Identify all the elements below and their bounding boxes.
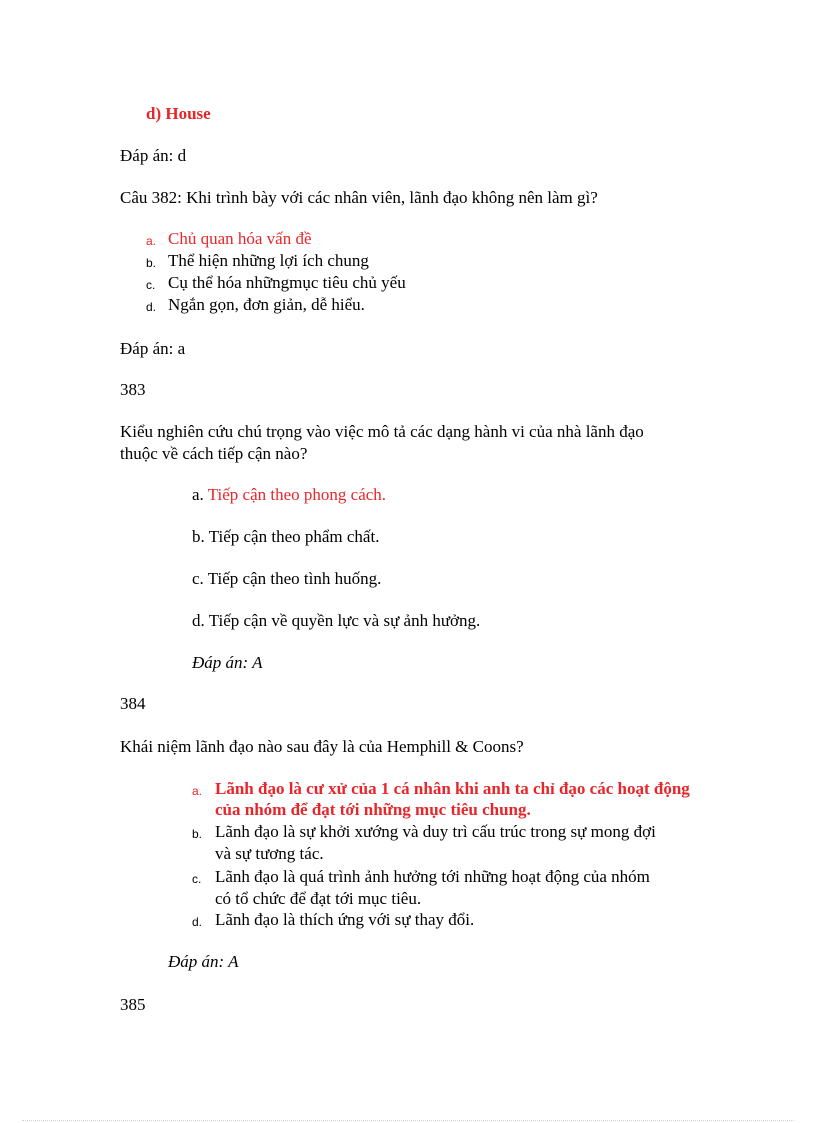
option-marker: b. (192, 827, 203, 841)
question-383-line-1: Kiểu nghiên cứu chú trọng vào việc mô tả các dạng hành vi của nhà lãnh đạo (120, 422, 644, 441)
option-marker: d. (192, 611, 205, 630)
option-a (192, 484, 386, 506)
option-marker: a. (192, 784, 203, 798)
option-d-text: Tiếp cận về quyền lực và sự ảnh hưởng. (208, 611, 481, 630)
question-383-line-2: thuộc về cách tiếp cận nào? (120, 444, 308, 463)
option-c (192, 568, 381, 590)
option-marker: c. (192, 569, 204, 588)
question-384-answer: Đáp án: A (168, 952, 239, 971)
previous-option-d: d) House (146, 104, 211, 123)
question-383-number: 383 (120, 380, 146, 399)
option-marker: a. (192, 485, 204, 504)
option-c-line-2: có tổ chức để đạt tới mục tiêu. (215, 889, 422, 908)
option-marker: d. (146, 300, 157, 314)
option-c-line-1: Lãnh đạo là quá trình ảnh hưởng tới những hoạt động của nhóm (215, 867, 650, 886)
option-d-line-1: Lãnh đạo là thích ứng với sự thay đổi. (215, 910, 475, 929)
option-b (192, 526, 379, 548)
option-a-text: Tiếp cận theo phong cách. (207, 485, 387, 504)
option-marker: b. (192, 527, 205, 546)
previous-answer: Đáp án: d (120, 146, 187, 165)
option-c-text: Tiếp cận theo tình huống. (207, 569, 382, 588)
question-385-number: 385 (120, 995, 146, 1014)
option-d-text: Ngắn gọn, đơn giản, dễ hiểu. (168, 295, 365, 314)
option-b-text: Thể hiện những lợi ích chung (168, 251, 369, 270)
option-marker: a. (146, 234, 157, 248)
option-marker: d. (192, 915, 203, 929)
option-b-line-1: Lãnh đạo là sự khởi xướng và duy trì cấu trúc trong sự mong đợi (215, 822, 656, 841)
option-b-text: Tiếp cận theo phẩm chất. (208, 527, 380, 546)
option-marker: c. (146, 278, 156, 292)
question-383-answer: Đáp án: A (192, 653, 263, 672)
option-d (192, 610, 480, 632)
question-382-answer: Đáp án: a (120, 339, 186, 358)
option-marker: b. (146, 256, 157, 270)
option-a-line-1: Lãnh đạo là cư xử của 1 cá nhân khi anh ta chỉ đạo các hoạt động (215, 779, 690, 798)
page-bottom-rule (22, 1120, 794, 1121)
question-384-text: Khái niệm lãnh đạo nào sau đây là của Hemphill & Coons? (120, 737, 524, 756)
option-marker: c. (192, 872, 202, 886)
option-a-text: Chủ quan hóa vấn đề (168, 229, 312, 248)
option-c-text: Cụ thể hóa nhữngmục tiêu chủ yếu (168, 273, 406, 292)
question-384-number: 384 (120, 694, 146, 713)
question-382-text: Câu 382: Khi trình bày với các nhân viên, lãnh đạo không nên làm gì? (120, 188, 598, 207)
option-a-line-2: của nhóm để đạt tới những mục tiêu chung. (215, 800, 531, 819)
option-b-line-2: và sự tương tác. (215, 844, 324, 863)
